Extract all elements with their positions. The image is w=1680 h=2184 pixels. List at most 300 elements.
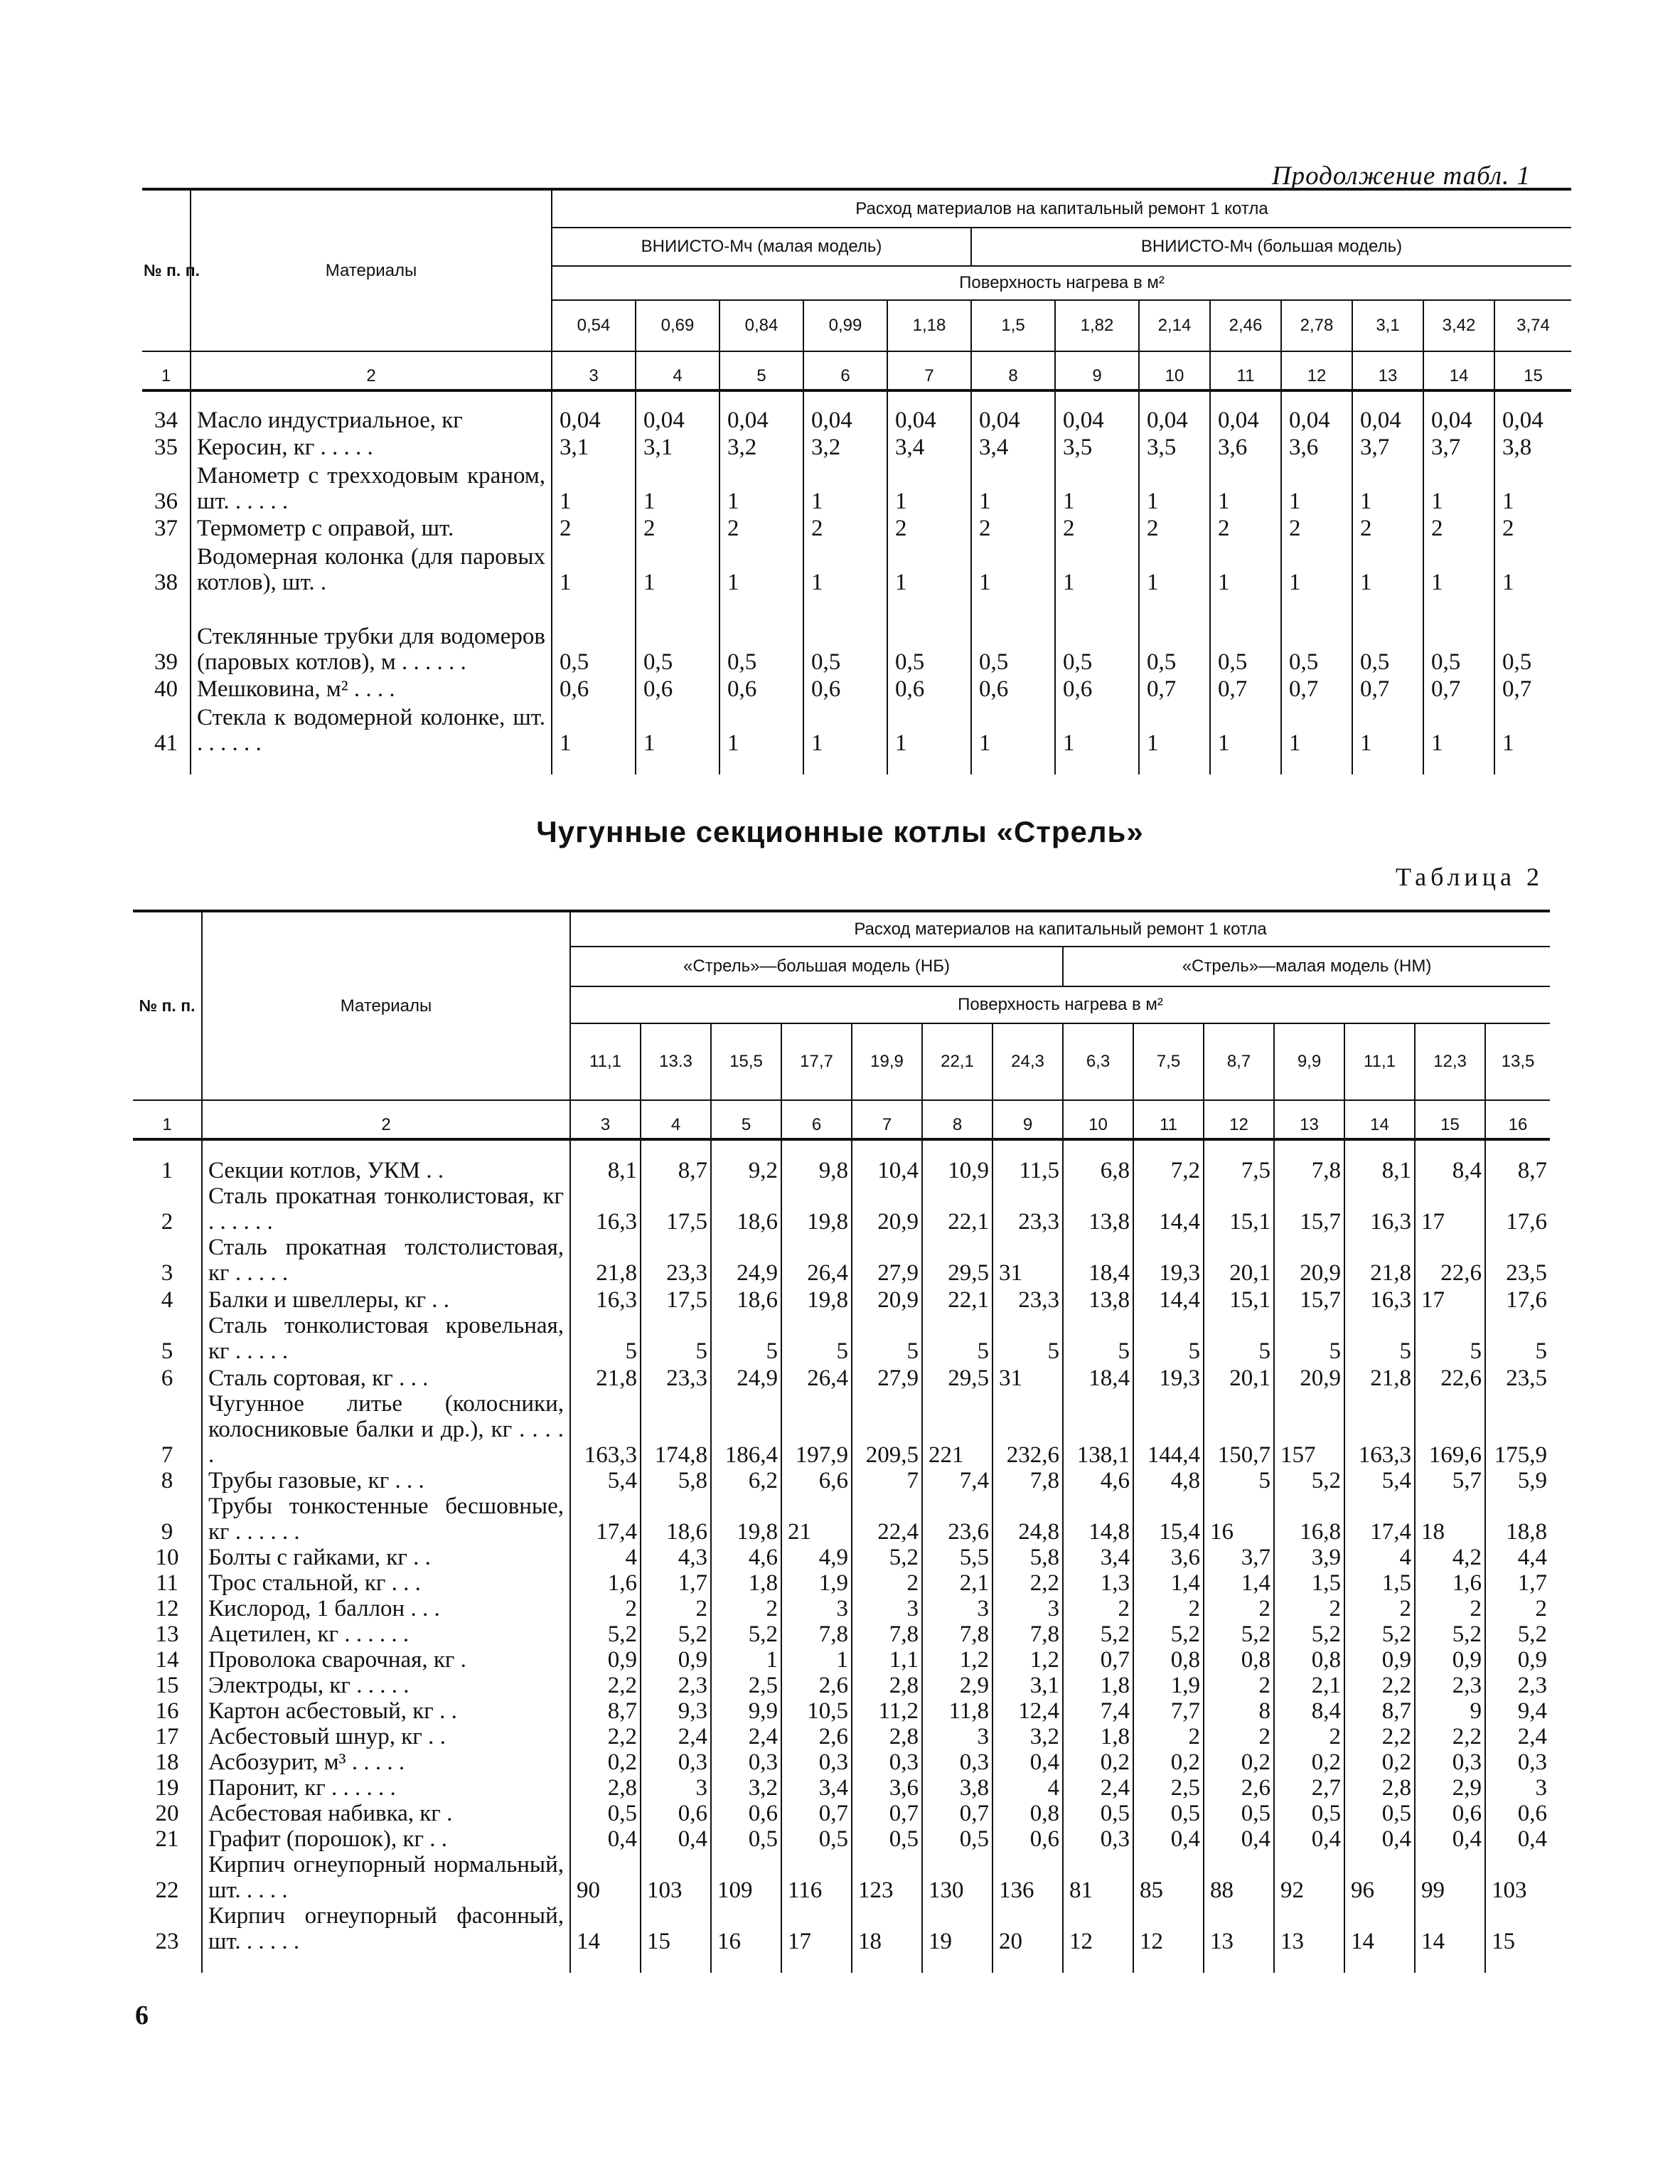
value-cell: 2 xyxy=(852,1570,922,1596)
value-cell: 1 xyxy=(781,1647,852,1673)
material-name: Секции котлов, УКМ . . xyxy=(202,1155,570,1183)
value-cell: 24,9 xyxy=(711,1235,781,1286)
table-row xyxy=(133,1647,1550,1673)
value-cell: 5,8 xyxy=(641,1468,711,1493)
value-cell: 17,5 xyxy=(641,1286,711,1313)
value-cell: 1 xyxy=(719,460,803,514)
material-name: Термометр с оправой, шт. xyxy=(191,514,552,541)
value-cell: 17,6 xyxy=(1506,1209,1548,1235)
value-cell: 209,5 xyxy=(852,1391,922,1468)
table-row xyxy=(133,1596,1550,1621)
value-cell: 1,4 xyxy=(1204,1570,1274,1596)
value-cell: 11,2 xyxy=(852,1698,922,1724)
column-number: 9 xyxy=(1055,351,1139,390)
surface-value: 0,99 xyxy=(803,300,887,351)
value-cell: 5 xyxy=(781,1313,852,1364)
value-cell: 7,8 xyxy=(993,1621,1063,1647)
column-number: 7 xyxy=(887,351,971,390)
value-cell: 3,9 xyxy=(1274,1545,1344,1570)
value-cell: 1 xyxy=(1352,541,1423,595)
value-cell: 7,8 xyxy=(993,1468,1063,1493)
group-header: Расход материалов на капитальный ремонт 1 котла xyxy=(552,189,1571,228)
value-cell: 5,2 xyxy=(1063,1621,1133,1647)
value-cell: 0,5 xyxy=(1063,1801,1133,1826)
value-cell: 0,9 xyxy=(570,1647,641,1673)
column-number: 15 xyxy=(1415,1100,1485,1139)
value-cell: 1 xyxy=(1055,541,1139,595)
table-row xyxy=(142,514,1571,541)
value-cell: 2 xyxy=(1063,1596,1133,1621)
value-cell: 0,7 xyxy=(852,1801,922,1826)
value-cell: 1 xyxy=(1210,541,1281,595)
value-cell: 3 xyxy=(922,1596,993,1621)
value-cell: 10,5 xyxy=(781,1698,852,1724)
value-cell: 9,9 xyxy=(711,1698,781,1724)
section-heading: Чугунные секционные котлы «Стрель» xyxy=(536,815,1144,848)
table-row xyxy=(133,1391,1550,1468)
value-cell: 3,5 xyxy=(1139,433,1210,460)
value-cell: 232,6 xyxy=(993,1391,1063,1468)
table-row xyxy=(133,1493,1550,1545)
value-cell: 8,7 xyxy=(1344,1698,1415,1724)
value-cell: 3,8 xyxy=(1502,435,1532,460)
value-cell: 27,9 xyxy=(852,1364,922,1391)
value-cell: 23,3 xyxy=(993,1183,1063,1235)
value-cell: 20,1 xyxy=(1204,1364,1274,1391)
value-cell: 26,4 xyxy=(781,1235,852,1286)
value-cell: 19,8 xyxy=(781,1183,852,1235)
value-cell: 0,4 xyxy=(1415,1826,1485,1852)
value-cell: 17,5 xyxy=(641,1183,711,1235)
value-cell: 9,8 xyxy=(781,1155,852,1183)
material-name: Кирпич огнеупорный фасонный, шт. . . . . . xyxy=(202,1903,570,1954)
value-cell: 3,1 xyxy=(636,433,719,460)
value-cell: 175,9 xyxy=(1494,1442,1548,1468)
value-cell: 18,4 xyxy=(1063,1364,1133,1391)
value-cell: 1 xyxy=(636,702,719,756)
column-number: 3 xyxy=(570,1100,641,1139)
column-number: 14 xyxy=(1344,1100,1415,1139)
value-cell: 99 xyxy=(1415,1852,1485,1903)
row-number: 37 xyxy=(142,514,191,541)
value-cell: 2,2 xyxy=(993,1570,1063,1596)
value-cell: 21,8 xyxy=(570,1235,641,1286)
value-cell: 1,1 xyxy=(852,1647,922,1673)
value-cell: 2 xyxy=(1423,514,1494,541)
surface-value: 1,18 xyxy=(887,300,971,351)
value-cell: 1,7 xyxy=(641,1570,711,1596)
value-cell: 1 xyxy=(1352,460,1423,514)
value-cell: 3 xyxy=(852,1596,922,1621)
surface-value: 0,84 xyxy=(719,300,803,351)
column-number: 14 xyxy=(1423,351,1494,390)
value-cell: 2,2 xyxy=(1344,1673,1415,1698)
col-no-header: № п. п. xyxy=(142,189,191,351)
surface-header: Поверхность нагрева в м² xyxy=(552,266,1571,300)
value-cell: 5,2 xyxy=(570,1621,641,1647)
value-cell: 5 xyxy=(922,1313,993,1364)
value-cell: 0,3 xyxy=(1517,1749,1548,1775)
value-cell: 0,9 xyxy=(641,1647,711,1673)
value-cell: 7,8 xyxy=(1274,1155,1344,1183)
value-cell: 1,8 xyxy=(1063,1724,1133,1749)
value-cell: 2 xyxy=(711,1596,781,1621)
value-cell: 15,1 xyxy=(1204,1286,1274,1313)
value-cell: 1,8 xyxy=(711,1570,781,1596)
value-cell: 23,3 xyxy=(641,1364,711,1391)
column-number: 13 xyxy=(1274,1100,1344,1139)
value-cell: 1 xyxy=(1502,489,1514,514)
value-cell: 2 xyxy=(1204,1596,1274,1621)
value-cell: 1 xyxy=(1210,460,1281,514)
column-number: 6 xyxy=(803,351,887,390)
surface-value: 22,1 xyxy=(922,1023,993,1100)
table-2 xyxy=(133,910,1550,1973)
column-number: 8 xyxy=(971,351,1055,390)
material-name: Керосин, кг . . . . . xyxy=(191,433,552,460)
value-cell: 5 xyxy=(711,1313,781,1364)
value-cell: 0,4 xyxy=(1517,1826,1548,1852)
row-number: 23 xyxy=(133,1903,202,1954)
value-cell: 0,3 xyxy=(781,1749,852,1775)
value-cell: 3,1 xyxy=(993,1673,1063,1698)
value-cell: 90 xyxy=(570,1852,641,1903)
value-cell: 2 xyxy=(1274,1724,1344,1749)
value-cell: 0,9 xyxy=(1517,1647,1548,1673)
value-cell: 22,6 xyxy=(1415,1235,1485,1286)
value-cell: 1,3 xyxy=(1063,1570,1133,1596)
value-cell: 2,4 xyxy=(711,1724,781,1749)
model-small-header: ВНИИСТО-Мч (малая модель) xyxy=(552,228,971,266)
value-cell: 0,3 xyxy=(922,1749,993,1775)
value-cell: 157 xyxy=(1274,1391,1344,1468)
value-cell: 2,5 xyxy=(711,1673,781,1698)
surface-value: 2,14 xyxy=(1139,300,1210,351)
value-cell: 174,8 xyxy=(641,1391,711,1468)
value-cell: 2 xyxy=(1204,1724,1274,1749)
value-cell: 23,5 xyxy=(1506,1365,1548,1391)
value-cell: 4 xyxy=(993,1775,1063,1801)
value-cell: 2 xyxy=(1502,516,1514,541)
table-row xyxy=(133,1903,1550,1954)
value-cell: 18,6 xyxy=(641,1493,711,1545)
value-cell: 163,3 xyxy=(1344,1391,1415,1468)
value-cell: 1 xyxy=(636,460,719,514)
table-row xyxy=(133,1545,1550,1570)
material-name: Чугунное литье (колосники, колосниковые балки и др.), кг . . . . . xyxy=(202,1391,570,1468)
value-cell: 1,2 xyxy=(922,1647,993,1673)
value-cell: 2 xyxy=(887,514,971,541)
column-number: 1 xyxy=(142,351,191,390)
table-row xyxy=(133,1468,1550,1493)
value-cell: 21 xyxy=(781,1493,852,1545)
value-cell: 26,4 xyxy=(781,1364,852,1391)
value-cell: 5,7 xyxy=(1415,1468,1485,1493)
value-cell: 16,3 xyxy=(570,1286,641,1313)
column-number: 11 xyxy=(1133,1100,1204,1139)
value-cell: 2,2 xyxy=(570,1724,641,1749)
value-cell: 0,2 xyxy=(1133,1749,1204,1775)
value-cell: 8,7 xyxy=(570,1698,641,1724)
row-number: 3 xyxy=(133,1235,202,1286)
value-cell: 2,8 xyxy=(852,1673,922,1698)
value-cell: 5 xyxy=(570,1313,641,1364)
value-cell: 0,8 xyxy=(1274,1647,1344,1673)
material-name: Водомерная колонка (для паровых котлов), шт. . xyxy=(191,541,552,595)
material-name: Трос стальной, кг . . . xyxy=(202,1570,570,1596)
value-cell: 3,5 xyxy=(1055,433,1139,460)
value-cell: 6,6 xyxy=(781,1468,852,1493)
value-cell: 7,5 xyxy=(1204,1155,1274,1183)
value-cell: 2 xyxy=(1139,514,1210,541)
value-cell: 0,5 xyxy=(1281,595,1352,675)
value-cell: 5 xyxy=(641,1313,711,1364)
value-cell: 1,5 xyxy=(1274,1570,1344,1596)
value-cell: 0,5 xyxy=(922,1826,993,1852)
value-cell: 16,3 xyxy=(1344,1286,1415,1313)
value-cell: 3,6 xyxy=(852,1775,922,1801)
value-cell: 0,5 xyxy=(781,1826,852,1852)
material-name: Стекла к водомерной колонке, шт. . . . . . . xyxy=(191,702,552,756)
value-cell: 1 xyxy=(971,460,1055,514)
table-row xyxy=(142,595,1571,675)
value-cell: 2 xyxy=(1055,514,1139,541)
table-row xyxy=(142,433,1571,460)
value-cell: 10,9 xyxy=(922,1155,993,1183)
row-number: 13 xyxy=(133,1621,202,1647)
row-number: 16 xyxy=(133,1698,202,1724)
value-cell: 0,7 xyxy=(1281,675,1352,702)
value-cell: 2,7 xyxy=(1274,1775,1344,1801)
value-cell: 0,04 xyxy=(1352,406,1423,433)
value-cell: 2,6 xyxy=(781,1673,852,1698)
value-cell: 0,04 xyxy=(1423,406,1494,433)
row-number: 14 xyxy=(133,1647,202,1673)
surface-value: 7,5 xyxy=(1133,1023,1204,1100)
value-cell: 9,3 xyxy=(641,1698,711,1724)
table-row xyxy=(133,1801,1550,1826)
table-row xyxy=(133,1852,1550,1903)
value-cell: 24,8 xyxy=(993,1493,1063,1545)
model-large-header: «Стрель»—большая модель (НБ) xyxy=(570,947,1063,986)
column-number: 4 xyxy=(636,351,719,390)
value-cell: 0,2 xyxy=(1204,1749,1274,1775)
value-cell: 1 xyxy=(1423,702,1494,756)
value-cell: 0,3 xyxy=(711,1749,781,1775)
model-large-header: ВНИИСТО-Мч (большая модель) xyxy=(971,228,1571,266)
value-cell: 2 xyxy=(636,514,719,541)
value-cell: 0,6 xyxy=(1055,675,1139,702)
value-cell: 11,5 xyxy=(993,1155,1063,1183)
value-cell: 1 xyxy=(1423,460,1494,514)
value-cell: 2,2 xyxy=(1415,1724,1485,1749)
material-name: Трубы газовые, кг . . . xyxy=(202,1468,570,1493)
row-number: 4 xyxy=(133,1286,202,1313)
value-cell: 17,4 xyxy=(570,1493,641,1545)
value-cell: 3,4 xyxy=(887,433,971,460)
value-cell: 1 xyxy=(711,1647,781,1673)
model-small-header: «Стрель»—малая модель (НМ) xyxy=(1063,947,1550,986)
row-number: 22 xyxy=(133,1852,202,1903)
material-name: Картон асбестовый, кг . . xyxy=(202,1698,570,1724)
value-cell: 2 xyxy=(1204,1673,1274,1698)
table-row xyxy=(133,1826,1550,1852)
value-cell: 0,5 xyxy=(719,595,803,675)
value-cell: 5,2 xyxy=(641,1621,711,1647)
value-cell: 1 xyxy=(1281,541,1352,595)
column-number: 7 xyxy=(852,1100,922,1139)
column-number: 9 xyxy=(993,1100,1063,1139)
value-cell: 8,4 xyxy=(1274,1698,1344,1724)
value-cell: 22,4 xyxy=(852,1493,922,1545)
row-number: 39 xyxy=(142,595,191,675)
value-cell: 15,1 xyxy=(1204,1183,1274,1235)
value-cell: 2 xyxy=(1210,514,1281,541)
value-cell: 7,8 xyxy=(922,1621,993,1647)
row-number: 5 xyxy=(133,1313,202,1364)
value-cell: 1,8 xyxy=(1063,1673,1133,1698)
material-name: Сталь тонколистовая кровельная, кг . . . . . xyxy=(202,1313,570,1364)
value-cell: 5 xyxy=(852,1313,922,1364)
value-cell: 1,4 xyxy=(1133,1570,1204,1596)
table-row xyxy=(133,1155,1550,1183)
value-cell: 2,6 xyxy=(781,1724,852,1749)
value-cell: 197,9 xyxy=(781,1391,852,1468)
value-cell: 5,2 xyxy=(1415,1621,1485,1647)
value-cell: 2,2 xyxy=(570,1673,641,1698)
material-name: Асбестовый шнур, кг . . xyxy=(202,1724,570,1749)
value-cell: 7 xyxy=(852,1468,922,1493)
value-cell: 1,2 xyxy=(993,1647,1063,1673)
row-number: 36 xyxy=(142,460,191,514)
value-cell: 0,04 xyxy=(803,406,887,433)
value-cell: 18 xyxy=(852,1903,922,1954)
page-number: 6 xyxy=(135,2001,149,2030)
value-cell: 0,7 xyxy=(1502,676,1532,702)
value-cell: 3,2 xyxy=(803,433,887,460)
value-cell: 5 xyxy=(1344,1313,1415,1364)
table-row xyxy=(133,1183,1550,1235)
table-row xyxy=(142,702,1571,756)
table-row xyxy=(142,406,1571,433)
material-name: Болты с гайками, кг . . xyxy=(202,1545,570,1570)
value-cell: 0,7 xyxy=(1139,675,1210,702)
table-row xyxy=(133,1724,1550,1749)
value-cell: 18,6 xyxy=(711,1183,781,1235)
row-number: 41 xyxy=(142,702,191,756)
value-cell: 21,8 xyxy=(1344,1364,1415,1391)
value-cell: 3,4 xyxy=(781,1775,852,1801)
material-name: Сталь прокатная тонколистовая, кг . . . . . . xyxy=(202,1183,570,1235)
value-cell: 5,2 xyxy=(1204,1621,1274,1647)
value-cell: 0,04 xyxy=(887,406,971,433)
value-cell: 0,04 xyxy=(1139,406,1210,433)
value-cell: 4,6 xyxy=(711,1545,781,1570)
value-cell: 7,8 xyxy=(781,1621,852,1647)
row-number: 9 xyxy=(133,1493,202,1545)
table-row xyxy=(142,675,1571,702)
column-number: 10 xyxy=(1139,351,1210,390)
material-name: Балки и швеллеры, кг . . xyxy=(202,1286,570,1313)
value-cell: 0,04 xyxy=(971,406,1055,433)
value-cell: 1 xyxy=(1423,541,1494,595)
value-cell: 5 xyxy=(1204,1468,1274,1493)
continuation-label: Продолжение табл. 1 xyxy=(1271,161,1531,191)
value-cell: 2 xyxy=(570,1596,641,1621)
column-number: 12 xyxy=(1204,1100,1274,1139)
row-number: 18 xyxy=(133,1749,202,1775)
col-materials-header: Материалы xyxy=(202,911,570,1100)
group-header: Расход материалов на капитальный ремонт 1 котла xyxy=(570,911,1550,947)
value-cell: 0,6 xyxy=(711,1801,781,1826)
value-cell: 85 xyxy=(1133,1852,1204,1903)
value-cell: 23,3 xyxy=(641,1235,711,1286)
value-cell: 1 xyxy=(636,541,719,595)
value-cell: 1 xyxy=(1281,702,1352,756)
value-cell: 14,8 xyxy=(1063,1493,1133,1545)
value-cell: 5,2 xyxy=(711,1621,781,1647)
value-cell: 14,4 xyxy=(1133,1183,1204,1235)
value-cell: 3,6 xyxy=(1133,1545,1204,1570)
value-cell: 2,6 xyxy=(1204,1775,1274,1801)
surface-value: 13,5 xyxy=(1485,1023,1550,1100)
value-cell: 18,4 xyxy=(1063,1235,1133,1286)
value-cell: 17,4 xyxy=(1344,1493,1415,1545)
value-cell: 7,7 xyxy=(1133,1698,1204,1724)
value-cell: 3 xyxy=(922,1724,993,1749)
value-cell: 103 xyxy=(641,1852,711,1903)
row-number: 19 xyxy=(133,1775,202,1801)
value-cell: 20 xyxy=(993,1903,1063,1954)
value-cell: 2 xyxy=(1415,1596,1485,1621)
value-cell: 3,6 xyxy=(1210,433,1281,460)
value-cell: 6,8 xyxy=(1063,1155,1133,1183)
value-cell: 0,2 xyxy=(1063,1749,1133,1775)
column-number: 2 xyxy=(191,351,552,390)
value-cell: 109 xyxy=(711,1852,781,1903)
value-cell: 3,7 xyxy=(1204,1545,1274,1570)
value-cell: 0,04 xyxy=(719,406,803,433)
value-cell: 13 xyxy=(1274,1903,1344,1954)
value-cell: 6,2 xyxy=(711,1468,781,1493)
value-cell: 14,4 xyxy=(1133,1286,1204,1313)
column-number: 1 xyxy=(133,1100,202,1139)
value-cell: 20,9 xyxy=(852,1286,922,1313)
value-cell: 22,6 xyxy=(1415,1364,1485,1391)
table-row xyxy=(133,1698,1550,1724)
value-cell: 150,7 xyxy=(1204,1391,1274,1468)
value-cell: 2 xyxy=(1133,1596,1204,1621)
value-cell: 0,4 xyxy=(1274,1826,1344,1852)
value-cell: 0,5 xyxy=(636,595,719,675)
value-cell: 0,4 xyxy=(1344,1826,1415,1852)
row-number: 34 xyxy=(142,406,191,433)
table-row xyxy=(133,1673,1550,1698)
value-cell: 2 xyxy=(1344,1596,1415,1621)
value-cell: 7,2 xyxy=(1133,1155,1204,1183)
value-cell: 9,2 xyxy=(711,1155,781,1183)
value-cell: 7,4 xyxy=(922,1468,993,1493)
value-cell: 27,9 xyxy=(852,1235,922,1286)
value-cell: 17 xyxy=(1415,1183,1485,1235)
value-cell: 0,3 xyxy=(1415,1749,1485,1775)
value-cell: 0,6 xyxy=(552,675,636,702)
column-number: 11 xyxy=(1210,351,1281,390)
value-cell: 17,6 xyxy=(1506,1287,1548,1313)
row-number: 11 xyxy=(133,1570,202,1596)
value-cell: 22,1 xyxy=(922,1286,993,1313)
value-cell: 5 xyxy=(1204,1313,1274,1364)
